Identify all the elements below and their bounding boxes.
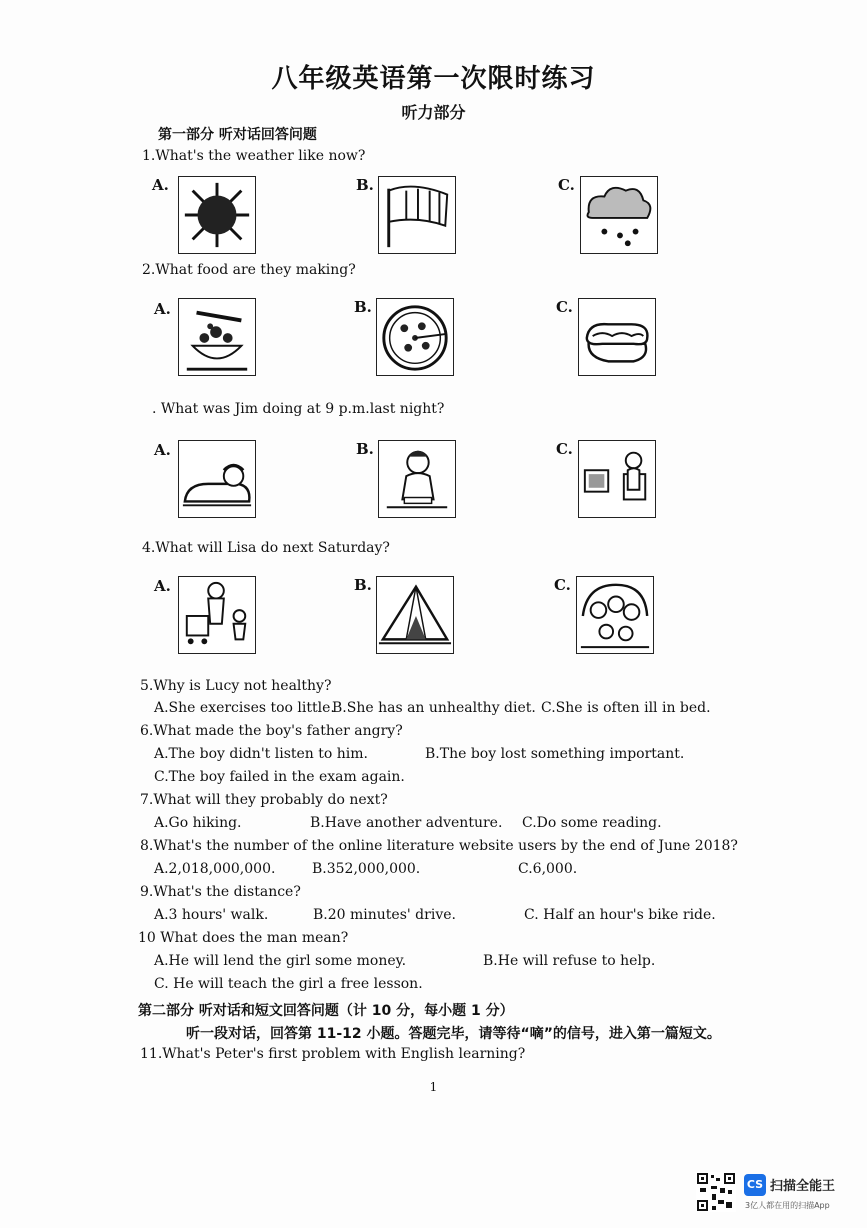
option-b: B.352,000,000. <box>312 861 421 877</box>
option-a: A.Go hiking. <box>154 815 242 831</box>
option-c: C.She is often ill in bed. <box>541 700 711 716</box>
page-title: 八年级英语第一次限时练习 <box>271 64 596 94</box>
option-a: A.The boy didn't listen to him. <box>154 746 368 762</box>
question-7: 7.What will they probably do next? <box>140 792 388 808</box>
part2-instruction: 听一段对话，回答第 11-12 小题。答题完毕，请等待“嘀”的信号，进入第一篇短文。 <box>186 1026 721 1042</box>
option-label: B. <box>354 576 372 594</box>
page-subtitle: 听力部分 <box>401 103 466 122</box>
question-3: . What was Jim doing at 9 p.m.last night? <box>152 401 445 417</box>
pizza-icon <box>376 298 454 376</box>
option-c: C. He will teach the girl a free lesson. <box>154 976 423 992</box>
hotdog-icon <box>578 298 656 376</box>
salad-icon <box>178 298 256 376</box>
option-label: A. <box>154 577 171 595</box>
question-8: 8.What's the number of the online literature website users by the end of June 2018? <box>140 838 738 854</box>
option-label: C. <box>556 298 573 316</box>
option-label: C. <box>554 576 571 594</box>
option-b: B.The boy lost something important. <box>425 746 685 762</box>
question-6: 6.What made the boy's father angry? <box>140 723 403 739</box>
question-4: 4.What will Lisa do next Saturday? <box>142 540 390 556</box>
part1-heading: 第一部分 听对话回答问题 <box>158 127 317 143</box>
option-b: B.He will refuse to help. <box>483 953 656 969</box>
option-label: A. <box>154 300 171 318</box>
option-a: A.2,018,000,000. <box>154 861 276 877</box>
scanner-tagline: 3亿人都在用的扫描App <box>745 1201 830 1210</box>
snow-cloud-icon <box>580 176 658 254</box>
option-label: B. <box>356 440 374 458</box>
option-a: A.He will lend the girl some money. <box>154 953 407 969</box>
option-b: B.She has an unhealthy diet. <box>332 700 536 716</box>
sleeping-icon <box>178 440 256 518</box>
option-label: B. <box>356 176 374 194</box>
option-label: A. <box>154 441 171 459</box>
option-c: C.6,000. <box>518 861 578 877</box>
watching-tv-icon <box>578 440 656 518</box>
option-label: A. <box>152 176 169 194</box>
sun-icon <box>178 176 256 254</box>
option-a: A.3 hours' walk. <box>154 907 269 923</box>
option-c: C.The boy failed in the exam again. <box>154 769 405 785</box>
family-icon <box>576 576 654 654</box>
scanner-name: 扫描全能王 <box>770 1179 836 1194</box>
shopping-icon <box>178 576 256 654</box>
option-c: C. Half an hour's bike ride. <box>524 907 716 923</box>
tent-icon <box>376 576 454 654</box>
question-2: 2.What food are they making? <box>142 262 356 278</box>
option-b: B.Have another adventure. <box>310 815 503 831</box>
option-label: C. <box>558 176 575 194</box>
question-10: 10 What does the man mean? <box>138 930 349 946</box>
scanner-logo: CS <box>744 1174 766 1196</box>
question-9: 9.What's the distance? <box>140 884 301 900</box>
qr-code-icon <box>696 1172 736 1212</box>
wind-flag-icon <box>378 176 456 254</box>
option-b: B.20 minutes' drive. <box>313 907 456 923</box>
question-11: 11.What's Peter's first problem with English learning? <box>140 1046 526 1062</box>
option-label: B. <box>354 298 372 316</box>
studying-icon <box>378 440 456 518</box>
question-5: 5.Why is Lucy not healthy? <box>140 678 332 694</box>
option-c: C.Do some reading. <box>522 815 662 831</box>
part2-heading: 第二部分 听对话和短文回答问题（计 10 分，每小题 1 分） <box>138 1003 514 1019</box>
question-1: 1.What's the weather like now? <box>142 148 366 164</box>
option-a: A.She exercises too little. <box>154 700 335 716</box>
option-label: C. <box>556 440 573 458</box>
page-number: 1 <box>429 1080 438 1094</box>
